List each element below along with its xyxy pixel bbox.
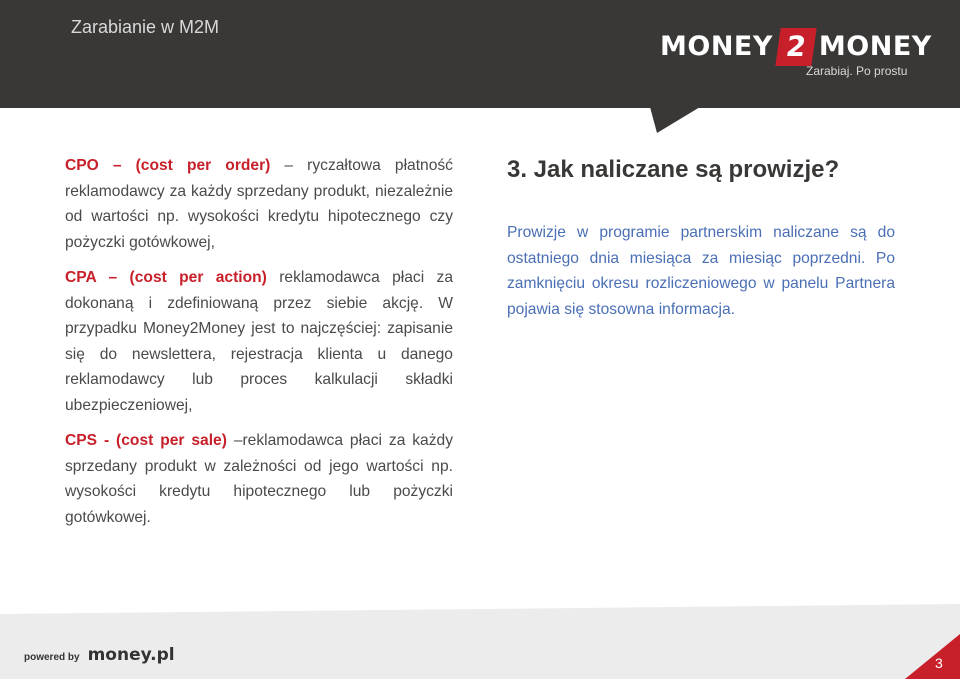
cps-term: CPS - (cost per sale): [65, 432, 227, 449]
logo-tagline: Zarabiaj. Po prostu: [806, 64, 908, 78]
cpa-text: reklamodawca płaci za dokonaną i zdefiniowaną przez siebie akcję. W przypadku Money2Money jest to najczęściej: zapisanie się do newslettera, rejestracja klienta u danego reklamodawcy lub proces kalkulacji składki ubezpieczeniowej,: [65, 269, 454, 414]
section-body: Prowizje w programie partnerskim naliczane są do ostatniego dnia miesiąca za miesiąc poprzedni. Po zamknięciu okresu rozliczeniowego w panelu Partnera pojawia się stosowna informacja.: [507, 224, 895, 318]
right-column: [507, 156, 895, 322]
cpo-term: CPO – (cost per order): [65, 157, 271, 174]
cps-paragraph: [65, 428, 453, 530]
money-pl-logo: money.pl: [87, 645, 175, 665]
footer-band: [0, 600, 960, 679]
logo-number: 2: [775, 28, 816, 66]
section-title: 3. Jak naliczane są prowizje?: [507, 156, 840, 183]
logo-word-1: MONEY: [660, 31, 773, 62]
cpa-term: CPA – (cost per action): [65, 269, 267, 286]
cpa-paragraph: [65, 265, 453, 418]
money2money-logo: [660, 27, 932, 67]
cpo-text: – ryczałtowa płatność reklamodawcy za każdy sprzedany produkt, niezależnie od wartości np. wysokości kredytu hipotecznego czy pożyczki gotówkowej,: [65, 157, 453, 251]
powered-by: [24, 645, 175, 665]
page-number: 3: [935, 655, 943, 671]
header-title: Zarabianie w M2M: [71, 17, 220, 37]
powered-by-label: powered by: [24, 652, 80, 663]
cpo-paragraph: [65, 153, 453, 255]
cps-text: –reklamodawca płaci za każdy sprzedany produkt w zależności od jego wartości np. wysokości kredytu hipotecznego lub pożyczki gotówkowej.: [65, 432, 453, 526]
left-column: [65, 153, 453, 530]
logo-word-2: MONEY: [818, 31, 932, 62]
